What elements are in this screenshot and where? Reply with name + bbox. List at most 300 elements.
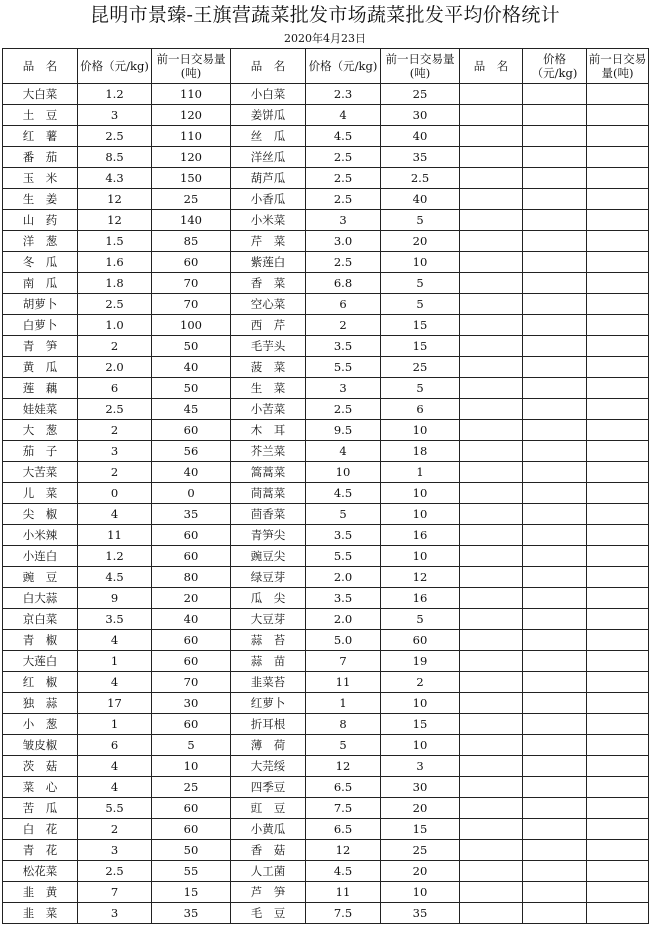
cell-name: 白萝卜 bbox=[3, 315, 78, 336]
column-header-name: 品 名 bbox=[460, 49, 523, 84]
empty-cell bbox=[460, 651, 523, 672]
cell-name: 韭 菜 bbox=[3, 903, 78, 924]
cell-volume: 60 bbox=[152, 420, 231, 441]
cell-volume: 15 bbox=[381, 714, 460, 735]
table-header-row bbox=[3, 49, 649, 84]
cell-name: 韭 黄 bbox=[3, 882, 78, 903]
cell-volume: 60 bbox=[152, 819, 231, 840]
cell-price: 2.0 bbox=[306, 567, 381, 588]
cell-price: 2.0 bbox=[306, 609, 381, 630]
empty-cell bbox=[460, 462, 523, 483]
cell-name: 篙蒿菜 bbox=[231, 462, 306, 483]
empty-cell bbox=[587, 525, 649, 546]
empty-cell bbox=[587, 84, 649, 105]
cell-price: 1.6 bbox=[78, 252, 152, 273]
cell-volume: 35 bbox=[152, 903, 231, 924]
cell-price: 2.5 bbox=[78, 399, 152, 420]
cell-volume: 10 bbox=[381, 504, 460, 525]
cell-volume: 55 bbox=[152, 861, 231, 882]
cell-volume: 20 bbox=[381, 861, 460, 882]
empty-cell bbox=[460, 399, 523, 420]
cell-price: 5.5 bbox=[306, 357, 381, 378]
empty-cell bbox=[460, 546, 523, 567]
cell-name: 葫芦瓜 bbox=[231, 168, 306, 189]
empty-cell bbox=[587, 630, 649, 651]
cell-name: 茼蒿菜 bbox=[231, 483, 306, 504]
cell-price: 4 bbox=[306, 105, 381, 126]
empty-cell bbox=[523, 483, 587, 504]
cell-name: 苦 瓜 bbox=[3, 798, 78, 819]
table-row bbox=[3, 798, 649, 819]
cell-price: 10 bbox=[306, 462, 381, 483]
cell-price: 3 bbox=[78, 903, 152, 924]
cell-volume: 40 bbox=[152, 609, 231, 630]
empty-cell bbox=[523, 882, 587, 903]
empty-cell bbox=[523, 546, 587, 567]
empty-cell bbox=[523, 336, 587, 357]
table-row bbox=[3, 336, 649, 357]
cell-volume: 10 bbox=[381, 735, 460, 756]
cell-name: 小黄瓜 bbox=[231, 819, 306, 840]
cell-volume: 25 bbox=[152, 777, 231, 798]
empty-cell bbox=[460, 882, 523, 903]
cell-price: 9.5 bbox=[306, 420, 381, 441]
table-row bbox=[3, 756, 649, 777]
cell-volume: 60 bbox=[152, 630, 231, 651]
cell-price: 3 bbox=[78, 441, 152, 462]
empty-cell bbox=[523, 315, 587, 336]
cell-price: 3.5 bbox=[306, 588, 381, 609]
cell-price: 11 bbox=[78, 525, 152, 546]
cell-volume: 25 bbox=[152, 189, 231, 210]
empty-cell bbox=[587, 462, 649, 483]
cell-volume: 20 bbox=[152, 588, 231, 609]
empty-cell bbox=[460, 336, 523, 357]
cell-name: 大 葱 bbox=[3, 420, 78, 441]
cell-volume: 40 bbox=[152, 462, 231, 483]
cell-volume: 10 bbox=[381, 693, 460, 714]
empty-cell bbox=[460, 903, 523, 924]
cell-volume: 80 bbox=[152, 567, 231, 588]
cell-volume: 60 bbox=[152, 525, 231, 546]
cell-name: 韭菜苔 bbox=[231, 672, 306, 693]
cell-volume: 60 bbox=[152, 546, 231, 567]
cell-price: 1 bbox=[306, 693, 381, 714]
empty-cell bbox=[460, 798, 523, 819]
empty-cell bbox=[587, 126, 649, 147]
cell-name: 莲 藕 bbox=[3, 378, 78, 399]
cell-volume: 10 bbox=[381, 483, 460, 504]
empty-cell bbox=[523, 126, 587, 147]
cell-price: 1.0 bbox=[78, 315, 152, 336]
empty-cell bbox=[460, 441, 523, 462]
table-row bbox=[3, 504, 649, 525]
table-row bbox=[3, 420, 649, 441]
cell-volume: 35 bbox=[381, 903, 460, 924]
empty-cell bbox=[523, 903, 587, 924]
empty-cell bbox=[587, 357, 649, 378]
cell-price: 11 bbox=[306, 882, 381, 903]
empty-cell bbox=[587, 840, 649, 861]
cell-price: 1 bbox=[78, 651, 152, 672]
cell-price: 3.5 bbox=[78, 609, 152, 630]
column-header-price: 价格（元/kg) bbox=[78, 49, 152, 84]
cell-volume: 3 bbox=[381, 756, 460, 777]
cell-name: 蒜 苔 bbox=[231, 630, 306, 651]
empty-cell bbox=[523, 630, 587, 651]
cell-volume: 150 bbox=[152, 168, 231, 189]
cell-price: 3 bbox=[78, 105, 152, 126]
cell-volume: 18 bbox=[381, 441, 460, 462]
cell-volume: 35 bbox=[381, 147, 460, 168]
cell-name: 独 蒜 bbox=[3, 693, 78, 714]
table-row bbox=[3, 210, 649, 231]
cell-name: 京白菜 bbox=[3, 609, 78, 630]
cell-name: 毛芋头 bbox=[231, 336, 306, 357]
empty-cell bbox=[460, 189, 523, 210]
empty-cell bbox=[587, 567, 649, 588]
cell-volume: 35 bbox=[152, 504, 231, 525]
table-row bbox=[3, 651, 649, 672]
cell-price: 4.3 bbox=[78, 168, 152, 189]
cell-price: 7 bbox=[306, 651, 381, 672]
empty-cell bbox=[587, 273, 649, 294]
cell-name: 小连白 bbox=[3, 546, 78, 567]
empty-cell bbox=[587, 819, 649, 840]
cell-price: 3 bbox=[306, 210, 381, 231]
cell-volume: 16 bbox=[381, 588, 460, 609]
empty-cell bbox=[460, 483, 523, 504]
empty-cell bbox=[587, 441, 649, 462]
cell-volume: 5 bbox=[381, 210, 460, 231]
cell-name: 红萝卜 bbox=[231, 693, 306, 714]
table-row bbox=[3, 399, 649, 420]
report-date: 2020年4月23日 bbox=[284, 32, 366, 45]
cell-volume: 5 bbox=[381, 294, 460, 315]
cell-price: 4.5 bbox=[306, 861, 381, 882]
cell-volume: 10 bbox=[381, 252, 460, 273]
empty-cell bbox=[460, 819, 523, 840]
empty-cell bbox=[460, 756, 523, 777]
table-row bbox=[3, 105, 649, 126]
empty-cell bbox=[460, 588, 523, 609]
cell-price: 3 bbox=[306, 378, 381, 399]
empty-cell bbox=[587, 504, 649, 525]
table-row bbox=[3, 462, 649, 483]
cell-volume: 60 bbox=[381, 630, 460, 651]
column-header-name: 品 名 bbox=[231, 49, 306, 84]
cell-name: 绿豆芽 bbox=[231, 567, 306, 588]
table-row bbox=[3, 294, 649, 315]
cell-volume: 110 bbox=[152, 126, 231, 147]
empty-cell bbox=[587, 210, 649, 231]
empty-cell bbox=[523, 798, 587, 819]
cell-name: 洋丝瓜 bbox=[231, 147, 306, 168]
cell-name: 松花菜 bbox=[3, 861, 78, 882]
cell-price: 7 bbox=[78, 882, 152, 903]
cell-price: 5.5 bbox=[78, 798, 152, 819]
cell-price: 12 bbox=[78, 210, 152, 231]
cell-price: 2.5 bbox=[78, 861, 152, 882]
cell-price: 2.5 bbox=[306, 189, 381, 210]
cell-price: 8 bbox=[306, 714, 381, 735]
cell-volume: 15 bbox=[381, 819, 460, 840]
cell-name: 小 葱 bbox=[3, 714, 78, 735]
empty-cell bbox=[460, 777, 523, 798]
cell-price: 2.5 bbox=[306, 168, 381, 189]
cell-name: 茄 子 bbox=[3, 441, 78, 462]
table-row bbox=[3, 231, 649, 252]
cell-name: 青 椒 bbox=[3, 630, 78, 651]
table-row bbox=[3, 882, 649, 903]
page-title: 昆明市景臻-王旗营蔬菜批发市场蔬菜批发平均价格统计 bbox=[90, 4, 560, 26]
cell-name: 青 花 bbox=[3, 840, 78, 861]
empty-cell bbox=[460, 714, 523, 735]
table-row bbox=[3, 903, 649, 924]
column-header-volume: 前一日交易量(吨) bbox=[152, 49, 231, 84]
cell-volume: 40 bbox=[381, 189, 460, 210]
cell-price: 4 bbox=[78, 756, 152, 777]
empty-cell bbox=[523, 420, 587, 441]
cell-volume: 5 bbox=[381, 273, 460, 294]
cell-volume: 5 bbox=[381, 609, 460, 630]
column-header-volume: 前一日交易量(吨) bbox=[587, 49, 649, 84]
cell-price: 6 bbox=[78, 735, 152, 756]
table-row bbox=[3, 819, 649, 840]
cell-volume: 60 bbox=[152, 651, 231, 672]
column-header-price: 价格（元/kg) bbox=[523, 49, 587, 84]
cell-price: 5.0 bbox=[306, 630, 381, 651]
cell-price: 7.5 bbox=[306, 798, 381, 819]
cell-price: 9 bbox=[78, 588, 152, 609]
empty-cell bbox=[460, 525, 523, 546]
cell-name: 娃娃菜 bbox=[3, 399, 78, 420]
empty-cell bbox=[587, 546, 649, 567]
cell-name: 大豆芽 bbox=[231, 609, 306, 630]
cell-name: 茨 菇 bbox=[3, 756, 78, 777]
cell-name: 芦 笋 bbox=[231, 882, 306, 903]
table-row bbox=[3, 483, 649, 504]
empty-cell bbox=[460, 231, 523, 252]
empty-cell bbox=[523, 210, 587, 231]
cell-price: 3 bbox=[78, 840, 152, 861]
empty-cell bbox=[587, 651, 649, 672]
cell-volume: 45 bbox=[152, 399, 231, 420]
cell-name: 蒜 苗 bbox=[231, 651, 306, 672]
cell-price: 4 bbox=[306, 441, 381, 462]
cell-name: 白 花 bbox=[3, 819, 78, 840]
cell-volume: 2 bbox=[381, 672, 460, 693]
cell-price: 1.5 bbox=[78, 231, 152, 252]
cell-name: 人工菌 bbox=[231, 861, 306, 882]
cell-name: 尖 椒 bbox=[3, 504, 78, 525]
empty-cell bbox=[460, 84, 523, 105]
cell-volume: 10 bbox=[152, 756, 231, 777]
cell-price: 2 bbox=[78, 420, 152, 441]
table-row bbox=[3, 777, 649, 798]
cell-volume: 110 bbox=[152, 84, 231, 105]
empty-cell bbox=[523, 735, 587, 756]
cell-name: 南 瓜 bbox=[3, 273, 78, 294]
empty-cell bbox=[523, 777, 587, 798]
cell-name: 空心菜 bbox=[231, 294, 306, 315]
cell-volume: 60 bbox=[152, 798, 231, 819]
cell-price: 2.3 bbox=[306, 84, 381, 105]
cell-volume: 25 bbox=[381, 84, 460, 105]
empty-cell bbox=[587, 147, 649, 168]
empty-cell bbox=[587, 336, 649, 357]
empty-cell bbox=[523, 756, 587, 777]
empty-cell bbox=[523, 189, 587, 210]
cell-price: 6 bbox=[306, 294, 381, 315]
cell-name: 豌豆尖 bbox=[231, 546, 306, 567]
cell-name: 土 豆 bbox=[3, 105, 78, 126]
cell-volume: 15 bbox=[381, 336, 460, 357]
empty-cell bbox=[587, 903, 649, 924]
cell-name: 毛 豆 bbox=[231, 903, 306, 924]
empty-cell bbox=[587, 735, 649, 756]
cell-name: 小米辣 bbox=[3, 525, 78, 546]
cell-price: 6.8 bbox=[306, 273, 381, 294]
empty-cell bbox=[460, 504, 523, 525]
cell-name: 芹 菜 bbox=[231, 231, 306, 252]
cell-name: 胡萝卜 bbox=[3, 294, 78, 315]
cell-name: 生 姜 bbox=[3, 189, 78, 210]
empty-cell bbox=[523, 147, 587, 168]
cell-price: 7.5 bbox=[306, 903, 381, 924]
empty-cell bbox=[587, 483, 649, 504]
cell-price: 8.5 bbox=[78, 147, 152, 168]
cell-price: 4.5 bbox=[306, 483, 381, 504]
cell-price: 4.5 bbox=[78, 567, 152, 588]
cell-name: 薄 荷 bbox=[231, 735, 306, 756]
empty-cell bbox=[523, 651, 587, 672]
cell-name: 大芫绥 bbox=[231, 756, 306, 777]
cell-price: 2 bbox=[78, 462, 152, 483]
cell-volume: 70 bbox=[152, 273, 231, 294]
table-row bbox=[3, 840, 649, 861]
empty-cell bbox=[523, 294, 587, 315]
cell-volume: 0 bbox=[152, 483, 231, 504]
cell-volume: 10 bbox=[381, 546, 460, 567]
table-row bbox=[3, 315, 649, 336]
cell-volume: 56 bbox=[152, 441, 231, 462]
column-header-volume: 前一日交易量(吨) bbox=[381, 49, 460, 84]
cell-price: 5.5 bbox=[306, 546, 381, 567]
empty-cell bbox=[523, 399, 587, 420]
cell-price: 3.5 bbox=[306, 525, 381, 546]
cell-name: 红 椒 bbox=[3, 672, 78, 693]
cell-name: 香 菇 bbox=[231, 840, 306, 861]
table-row bbox=[3, 147, 649, 168]
cell-name: 丝 瓜 bbox=[231, 126, 306, 147]
empty-cell bbox=[460, 294, 523, 315]
cell-price: 12 bbox=[78, 189, 152, 210]
cell-volume: 70 bbox=[152, 672, 231, 693]
empty-cell bbox=[460, 672, 523, 693]
cell-name: 玉 米 bbox=[3, 168, 78, 189]
table-row bbox=[3, 378, 649, 399]
cell-volume: 30 bbox=[381, 105, 460, 126]
empty-cell bbox=[523, 441, 587, 462]
empty-cell bbox=[523, 273, 587, 294]
table-row bbox=[3, 714, 649, 735]
cell-volume: 60 bbox=[152, 714, 231, 735]
cell-volume: 15 bbox=[152, 882, 231, 903]
column-header-price: 价格（元/kg) bbox=[306, 49, 381, 84]
cell-name: 茴香菜 bbox=[231, 504, 306, 525]
empty-cell bbox=[523, 357, 587, 378]
empty-cell bbox=[460, 609, 523, 630]
empty-cell bbox=[460, 735, 523, 756]
table-row bbox=[3, 84, 649, 105]
cell-name: 姜饼瓜 bbox=[231, 105, 306, 126]
cell-price: 4 bbox=[78, 777, 152, 798]
empty-cell bbox=[587, 399, 649, 420]
cell-volume: 100 bbox=[152, 315, 231, 336]
cell-price: 2 bbox=[306, 315, 381, 336]
cell-price: 2.5 bbox=[78, 126, 152, 147]
cell-name: 豌 豆 bbox=[3, 567, 78, 588]
empty-cell bbox=[523, 231, 587, 252]
empty-cell bbox=[523, 84, 587, 105]
cell-volume: 140 bbox=[152, 210, 231, 231]
empty-cell bbox=[523, 504, 587, 525]
cell-name: 瓜 尖 bbox=[231, 588, 306, 609]
empty-cell bbox=[460, 252, 523, 273]
empty-cell bbox=[523, 819, 587, 840]
empty-cell bbox=[460, 567, 523, 588]
cell-volume: 19 bbox=[381, 651, 460, 672]
empty-cell bbox=[587, 420, 649, 441]
cell-price: 2 bbox=[78, 819, 152, 840]
cell-volume: 16 bbox=[381, 525, 460, 546]
cell-price: 2.0 bbox=[78, 357, 152, 378]
cell-name: 冬 瓜 bbox=[3, 252, 78, 273]
cell-price: 2.5 bbox=[306, 399, 381, 420]
empty-cell bbox=[587, 798, 649, 819]
cell-name: 山 药 bbox=[3, 210, 78, 231]
empty-cell bbox=[523, 588, 587, 609]
cell-name: 大苦菜 bbox=[3, 462, 78, 483]
cell-volume: 120 bbox=[152, 147, 231, 168]
table-row bbox=[3, 189, 649, 210]
empty-cell bbox=[587, 882, 649, 903]
cell-volume: 70 bbox=[152, 294, 231, 315]
empty-cell bbox=[460, 273, 523, 294]
cell-price: 2 bbox=[78, 336, 152, 357]
cell-name: 四季豆 bbox=[231, 777, 306, 798]
cell-volume: 30 bbox=[381, 777, 460, 798]
cell-name: 大白菜 bbox=[3, 84, 78, 105]
cell-price: 1.2 bbox=[78, 84, 152, 105]
empty-cell bbox=[587, 588, 649, 609]
cell-name: 豇 豆 bbox=[231, 798, 306, 819]
cell-price: 4 bbox=[78, 630, 152, 651]
table-row bbox=[3, 630, 649, 651]
cell-price: 12 bbox=[306, 840, 381, 861]
table-row bbox=[3, 525, 649, 546]
cell-volume: 40 bbox=[152, 357, 231, 378]
empty-cell bbox=[523, 378, 587, 399]
cell-volume: 50 bbox=[152, 840, 231, 861]
cell-price: 11 bbox=[306, 672, 381, 693]
cell-name: 西 芹 bbox=[231, 315, 306, 336]
table-row bbox=[3, 126, 649, 147]
cell-name: 菜 心 bbox=[3, 777, 78, 798]
cell-name: 菠 菜 bbox=[231, 357, 306, 378]
cell-price: 6.5 bbox=[306, 819, 381, 840]
